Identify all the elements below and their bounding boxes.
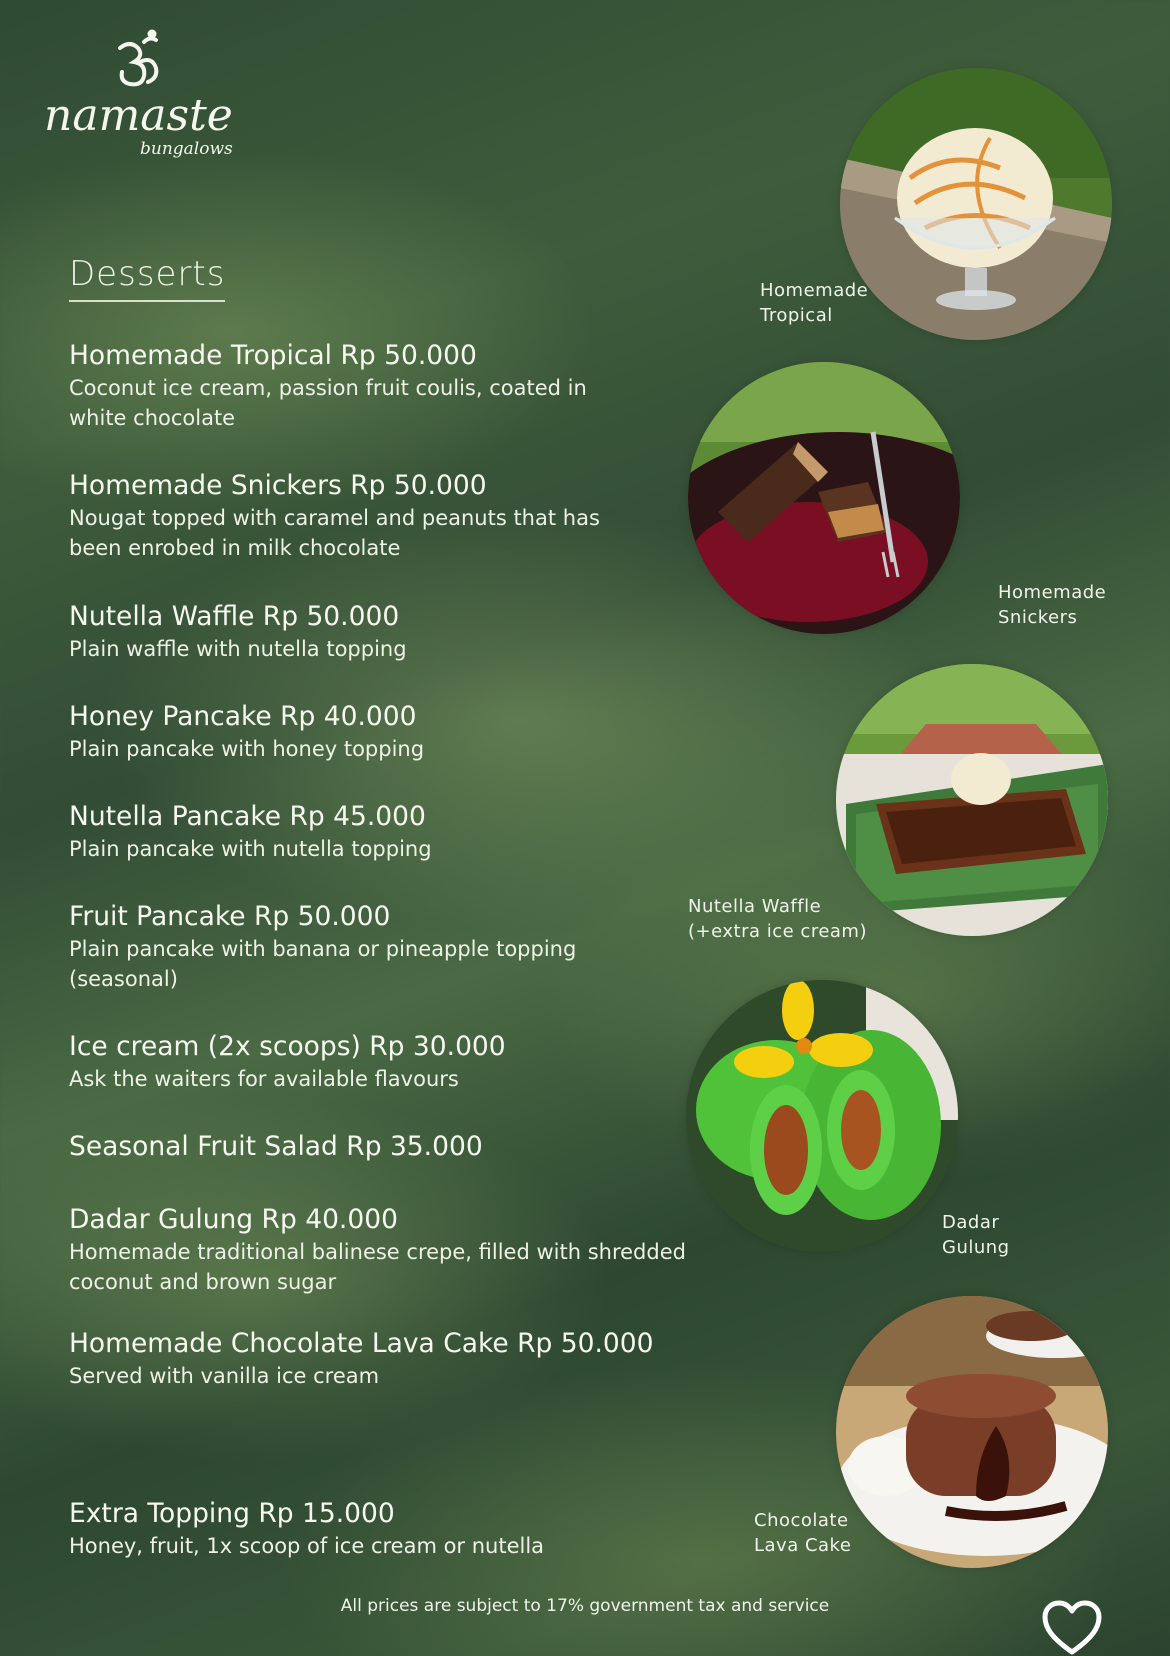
item-title: Nutella Waffle Rp 50.000 <box>69 601 400 632</box>
item-title: Honey Pancake Rp 40.000 <box>69 701 417 732</box>
om-symbol-icon <box>40 28 255 168</box>
caption-line: Tropical <box>760 305 833 326</box>
photo-homemade-tropical <box>840 68 1112 340</box>
photo-chocolate-lava-cake <box>836 1296 1108 1568</box>
caption-line: Lava Cake <box>754 1535 852 1556</box>
caption-line: Chocolate <box>754 1510 849 1531</box>
item-description: Plain waffle with nutella topping <box>69 637 407 661</box>
brand-name: namaste <box>44 90 233 141</box>
item-title: Seasonal Fruit Salad Rp 35.000 <box>69 1131 483 1162</box>
photo-nutella-waffle <box>836 664 1108 936</box>
item-description: Served with vanilla ice cream <box>69 1364 380 1388</box>
photo-dadar-gulung <box>686 980 958 1252</box>
caption-line: Nutella Waffle <box>688 896 822 917</box>
item-title: Homemade Snickers Rp 50.000 <box>69 470 487 501</box>
caption-line: Homemade <box>760 280 869 301</box>
caption-dadar-gulung <box>942 1210 1010 1260</box>
item-title: Dadar Gulung Rp 40.000 <box>69 1204 398 1235</box>
menu-item-fruit-pancake <box>69 900 739 994</box>
menu-item-ice-cream <box>69 1030 739 1094</box>
brand-tagline: bungalows <box>140 139 233 159</box>
menu-item-homemade-tropical <box>69 339 739 433</box>
item-description: Ask the waiters for available flavours <box>69 1067 459 1091</box>
item-description: Honey, fruit, 1x scoop of ice cream or nutella <box>69 1534 545 1558</box>
menu-item-chocolate-lava-cake <box>69 1327 739 1391</box>
item-description: Nougat topped with caramel and peanuts that has been enrobed in milk chocolate <box>69 506 600 560</box>
caption-line: Homemade <box>998 582 1107 603</box>
caption-line: Gulung <box>942 1237 1010 1258</box>
item-description: Plain pancake with banana or pineapple topping (seasonal) <box>69 937 577 991</box>
menu-item-homemade-snickers <box>69 469 739 563</box>
menu-item-nutella-waffle <box>69 600 739 664</box>
menu-item-nutella-pancake <box>69 800 739 864</box>
heart-outline-icon[interactable] <box>1042 1600 1102 1656</box>
item-title: Homemade Tropical Rp 50.000 <box>69 340 477 371</box>
tax-note: All prices are subject to 17% government tax and service <box>340 1596 830 1616</box>
item-title: Homemade Chocolate Lava Cake Rp 50.000 <box>69 1328 654 1359</box>
caption-chocolate-lava-cake <box>754 1508 851 1558</box>
item-description: Coconut ice cream, passion fruit coulis, coated in white chocolate <box>69 376 587 430</box>
menu-item-seasonal-fruit-salad <box>69 1130 739 1164</box>
caption-homemade-tropical <box>760 278 868 328</box>
photo-homemade-snickers <box>688 362 960 634</box>
menu-item-dadar-gulung <box>69 1203 739 1297</box>
caption-line: (+extra ice cream) <box>688 921 867 942</box>
brand-logo <box>40 28 255 168</box>
caption-line: Dadar <box>942 1212 1000 1233</box>
caption-homemade-snickers <box>998 580 1106 630</box>
item-description: Plain pancake with honey topping <box>69 737 425 761</box>
item-title: Fruit Pancake Rp 50.000 <box>69 901 391 932</box>
item-title: Ice cream (2x scoops) Rp 30.000 <box>69 1031 506 1062</box>
caption-nutella-waffle <box>688 894 867 944</box>
item-title: Nutella Pancake Rp 45.000 <box>69 801 426 832</box>
menu-item-honey-pancake <box>69 700 739 764</box>
item-description: Homemade traditional balinese crepe, filled with shredded coconut and brown sugar <box>69 1240 686 1294</box>
caption-line: Snickers <box>998 607 1078 628</box>
menu-item-extra-topping <box>69 1497 739 1561</box>
item-title: Extra Topping Rp 15.000 <box>69 1498 395 1529</box>
section-title: Desserts <box>69 254 225 302</box>
item-description: Plain pancake with nutella topping <box>69 837 432 861</box>
